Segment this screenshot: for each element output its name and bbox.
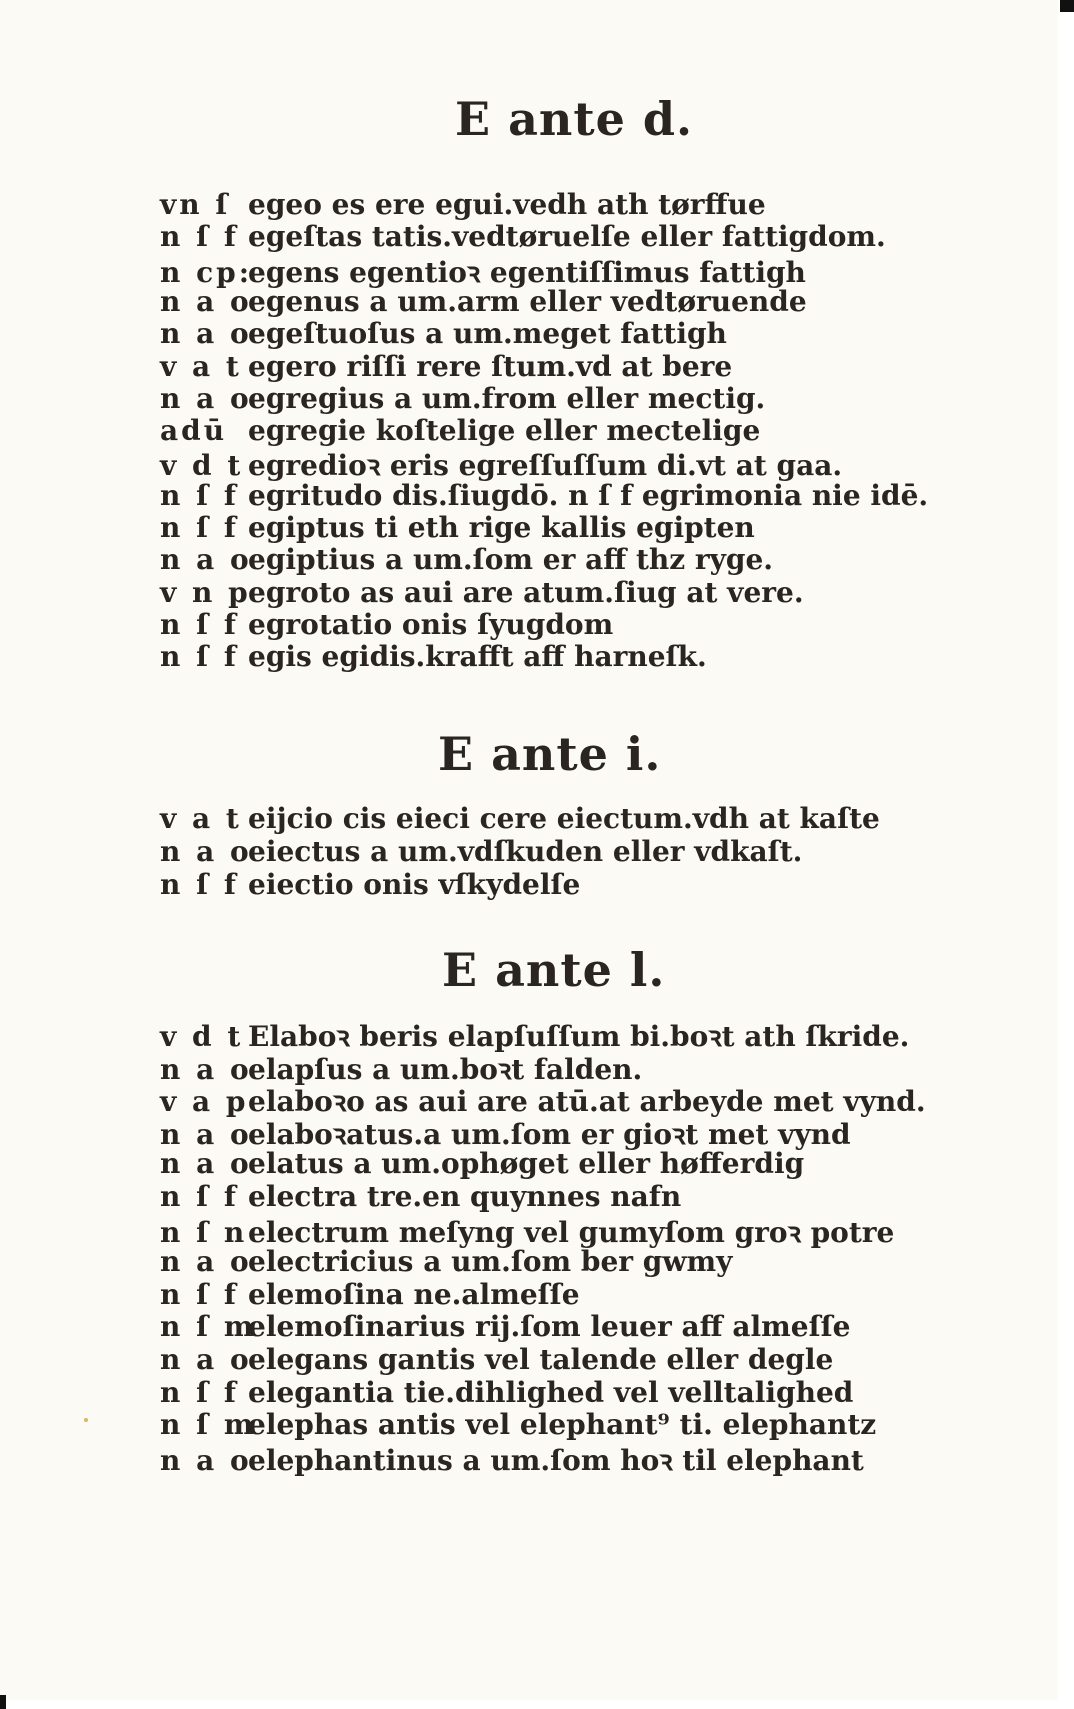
entry-text: egis egidis.krafft aff harneſk. [248, 640, 707, 673]
grammar-abbreviation: n ſ f [160, 640, 239, 673]
dictionary-entry [160, 1278, 940, 1312]
entry-text: egregie koſtelige eller mectelige [248, 414, 761, 447]
grammar-abbreviation: n ſ m [160, 1310, 257, 1343]
dictionary-entry [160, 608, 940, 642]
entry-text: elemoſinarius rij.ſom leuer aff almeſſe [248, 1310, 851, 1343]
dictionary-entry [160, 640, 940, 674]
dictionary-entry [160, 511, 940, 545]
grammar-abbreviation: n a o [160, 285, 252, 318]
entry-text: elemoſina ne.almeſſe [248, 1278, 580, 1311]
dictionary-entry [160, 868, 940, 902]
grammar-abbreviation: n a o [160, 1118, 252, 1151]
dictionary-entry [160, 1050, 940, 1084]
grammar-abbreviation: n ſ m [160, 1408, 257, 1441]
grammar-abbreviation: adū [160, 414, 228, 447]
dictionary-entry [160, 1147, 940, 1181]
dictionary-entry [160, 1017, 940, 1051]
entry-text: eiectus a um.vdſkuden eller vdkaſt. [248, 835, 803, 868]
grammar-abbreviation: n ſ n [160, 1216, 248, 1249]
entry-text: egeſtuoſus a um.meget fattigh [248, 317, 727, 350]
entry-text: egeo es ere egui.vedh ath tørffue [248, 188, 766, 221]
dictionary-entry [160, 479, 940, 513]
entry-text: electra tre.en quynnes nafn [248, 1180, 682, 1213]
dictionary-entry [160, 1245, 940, 1279]
grammar-abbreviation: n a o [160, 835, 252, 868]
entry-text: electricius a um.ſom ber gwmy [248, 1245, 733, 1278]
section-heading-e-ante-d: E ante d. [455, 92, 694, 146]
dictionary-entry [160, 835, 940, 869]
entry-text: egiptus ti eth rige kallis egipten [248, 511, 755, 544]
grammar-abbreviation: n ſ f [160, 511, 239, 544]
entry-text: egroto as aui are atum.ſiug at vere. [248, 576, 804, 609]
grammar-abbreviation: n a o [160, 1245, 252, 1278]
section-heading-e-ante-i: E ante i. [438, 727, 662, 781]
grammar-abbreviation: n ſ f [160, 479, 239, 512]
entry-text: elaboꝛatus.a um.ſom er gioꝛt met vynd [248, 1118, 851, 1151]
grammar-abbreviation: n a o [160, 1053, 252, 1086]
entry-text: elegans gantis vel talende eller degle [248, 1343, 834, 1376]
entry-text: eijcio cis eieci cere eiectum.vdh at kaſte [248, 802, 880, 835]
dictionary-entry [160, 1441, 940, 1475]
grammar-abbreviation: n a o [160, 543, 252, 576]
entry-text: electrum meſyng vel gumyſom groꝛ potre [248, 1216, 895, 1249]
dictionary-entry [160, 1408, 940, 1442]
dictionary-entry [160, 446, 940, 480]
grammar-abbreviation: v n p [160, 576, 251, 609]
grammar-abbreviation: v a t [160, 802, 242, 835]
grammar-abbreviation: n a o [160, 1343, 252, 1376]
grammar-abbreviation: n ſ f [160, 868, 239, 901]
dictionary-entry [160, 1082, 940, 1116]
dictionary-entry [160, 1115, 940, 1149]
dictionary-entry [160, 1213, 940, 1247]
dictionary-entry [160, 414, 940, 448]
entry-text: egregius a um.from eller mectig. [248, 382, 766, 415]
entry-text: elephas antis vel elephant⁹ ti. elephantz [248, 1408, 877, 1441]
grammar-abbreviation: n ſ f [160, 1278, 239, 1311]
section-heading-e-ante-l: E ante l. [442, 943, 666, 997]
dictionary-entry [160, 285, 940, 319]
entry-text: egens egentioꝛ egentiſſimus fattigh [248, 256, 806, 289]
dictionary-entry [160, 1343, 940, 1377]
grammar-abbreviation: v a t [160, 350, 242, 383]
dictionary-entry [160, 1376, 940, 1410]
grammar-abbreviation: n a o [160, 382, 252, 415]
scan-corner-mark [0, 1695, 6, 1709]
grammar-abbreviation: n ſ f [160, 1180, 239, 1213]
dictionary-entry [160, 253, 940, 287]
grammar-abbreviation: v d t [160, 449, 244, 482]
grammar-abbreviation: n cp: [160, 256, 253, 289]
grammar-abbreviation: vn ſ [160, 188, 231, 221]
grammar-abbreviation: n ſ f [160, 608, 239, 641]
dictionary-entry [160, 576, 940, 610]
entry-text: egrotatio onis ſyugdom [248, 608, 614, 641]
entry-text: Elaboꝛ beris elapſuſſum bi.boꝛt ath ſkride. [248, 1020, 910, 1053]
dictionary-entry [160, 1180, 940, 1214]
grammar-abbreviation: n ſ f [160, 1376, 239, 1409]
entry-text: egritudo dis.ſiugdō. n ſ f egrimonia nie idē. [248, 479, 929, 512]
grammar-abbreviation: n a o [160, 1444, 252, 1477]
dictionary-entry [160, 1310, 940, 1344]
entry-text: egenus a um.arm eller vedtøruende [248, 285, 807, 318]
entry-text: egredioꝛ eris egreſſuſſum di.vt at gaa. [248, 449, 843, 482]
dictionary-entry [160, 188, 940, 222]
dictionary-entry [160, 382, 940, 416]
scan-corner-mark [1060, 0, 1074, 12]
grammar-abbreviation: v d t [160, 1020, 244, 1053]
grammar-abbreviation: n ſ f [160, 220, 239, 253]
entry-text: elatus a um.ophøget eller høfferdig [248, 1147, 805, 1180]
dictionary-entry [160, 350, 940, 384]
scan-margin [1058, 0, 1074, 1709]
entry-text: eiectio onis vſkydelſe [248, 868, 581, 901]
entry-text: elegantia tie.dihlighed vel velltalighed [248, 1376, 854, 1409]
entry-text: egeſtas tatis.vedtøruelſe eller fattigdom. [248, 220, 886, 253]
dictionary-entry [160, 543, 940, 577]
entry-text: elaboꝛo as aui are atū.at arbeyde met vynd. [248, 1085, 926, 1118]
dictionary-entry [160, 220, 940, 254]
grammar-abbreviation: n a o [160, 317, 252, 350]
entry-text: elephantinus a um.ſom hoꝛ til elephant [248, 1444, 864, 1477]
dictionary-entry [160, 317, 940, 351]
entry-text: egero riſſi rere ſtum.vd at bere [248, 350, 733, 383]
grammar-abbreviation: n a o [160, 1147, 252, 1180]
dictionary-entry [160, 802, 940, 836]
grammar-abbreviation: v a p [160, 1085, 249, 1118]
entry-text: egiptius a um.ſom er aff thz ryge. [248, 543, 774, 576]
entry-text: elapſus a um.boꝛt falden. [248, 1053, 643, 1086]
paper-speck [84, 1418, 88, 1422]
